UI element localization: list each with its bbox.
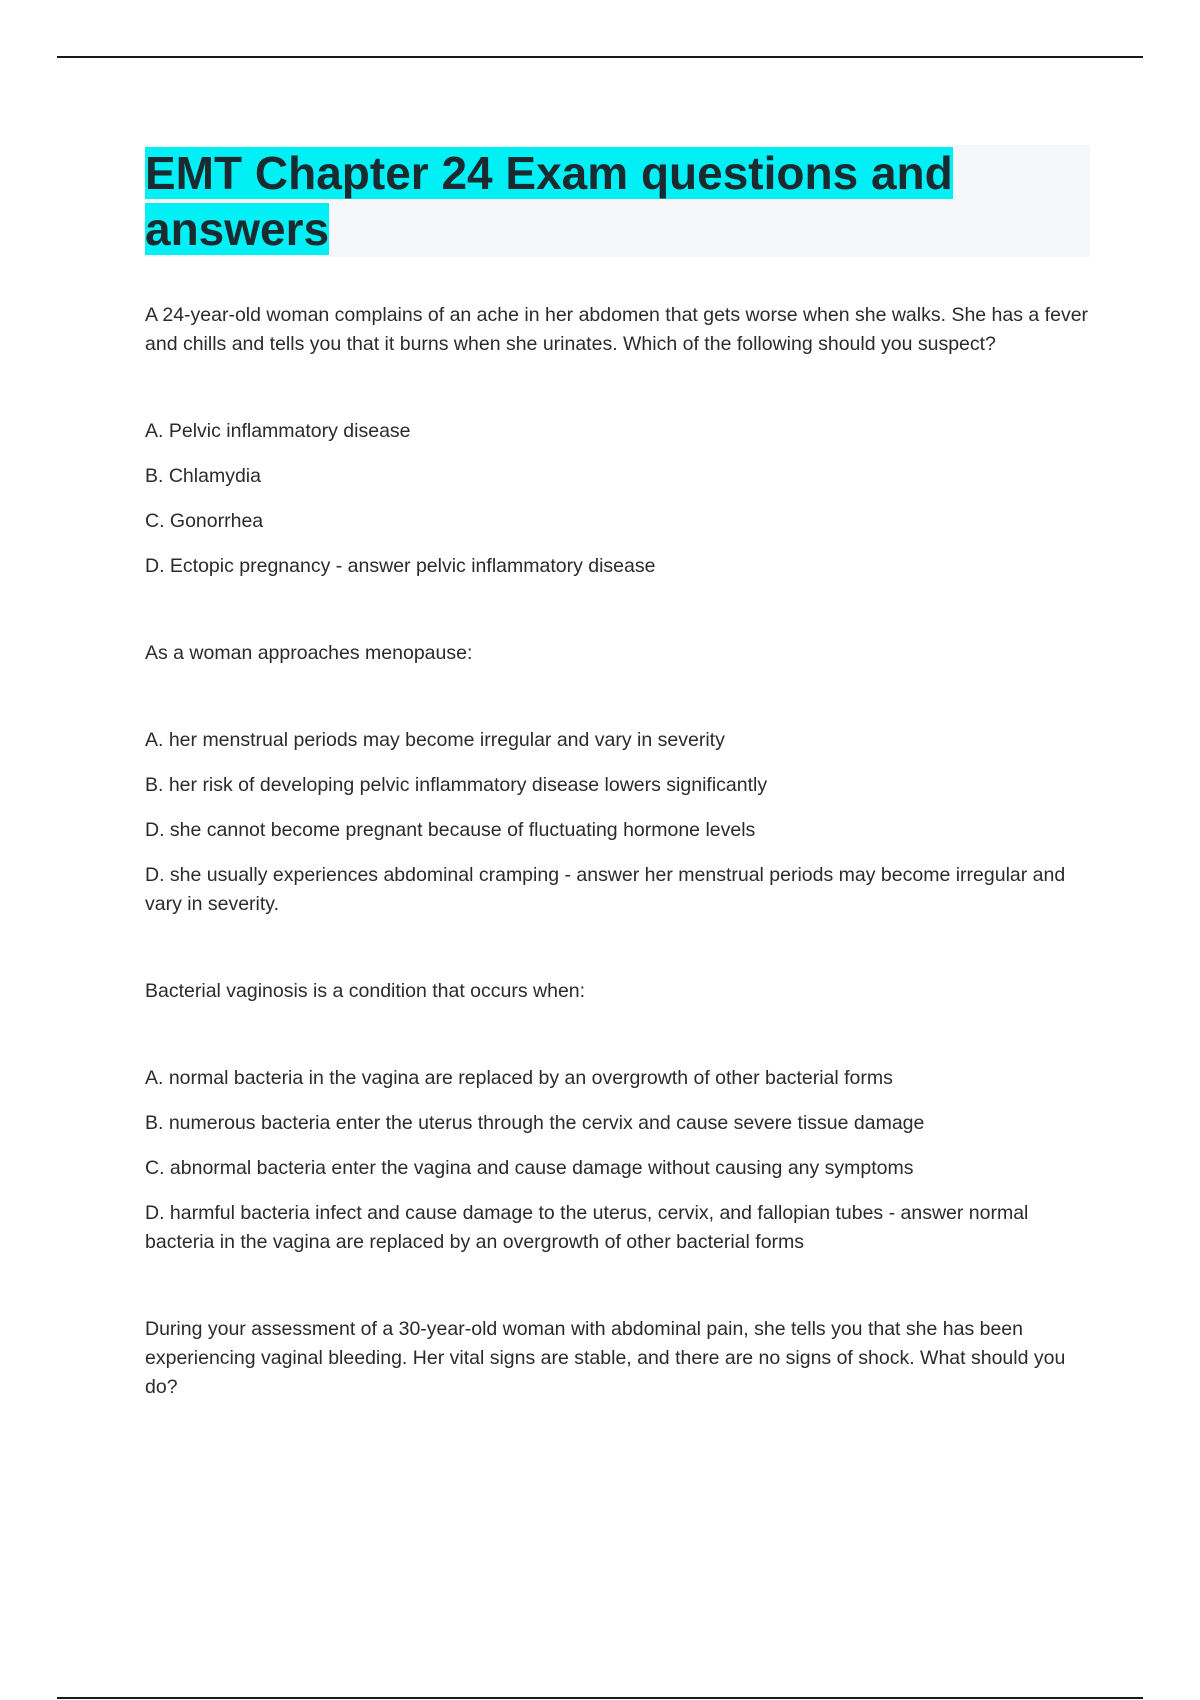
question-block: [145, 1315, 1090, 1402]
question-block: [145, 977, 1090, 1257]
question-text: As a woman approaches menopause:: [145, 642, 473, 664]
option-a: A. her menstrual periods may become irregular and vary in severity: [145, 729, 725, 751]
option-c: C. abnormal bacteria enter the vagina and cause damage without causing any symptoms: [145, 1157, 914, 1179]
title-highlight: EMT Chapter 24 Exam questions and answers: [145, 147, 953, 255]
option-d-with-answer: D. harmful bacteria infect and cause damage to the uterus, cervix, and fallopian tubes - answer normal bacteria in the vagina are replaced by an overgrowth of other bacterial forms: [145, 1202, 1029, 1253]
option-c: C. Gonorrhea: [145, 510, 264, 532]
document-body: [145, 145, 1090, 1460]
bottom-rule: [57, 1697, 1143, 1699]
option-b: B. numerous bacteria enter the uterus through the cervix and cause severe tissue damage: [145, 1112, 925, 1134]
answer-options: [145, 417, 1090, 581]
document-title: [145, 147, 953, 255]
option-a: A. Pelvic inflammatory disease: [145, 420, 411, 442]
answer-options: [145, 1064, 1090, 1257]
option-d-with-answer: D. she usually experiences abdominal cramping - answer her menstrual periods may become irregular and vary in severity.: [145, 864, 1066, 915]
option-b: B. Chlamydia: [145, 465, 261, 487]
option-c: D. she cannot become pregnant because of fluctuating hormone levels: [145, 819, 756, 841]
option-d-with-answer: D. Ectopic pregnancy - answer pelvic inflammatory disease: [145, 555, 656, 577]
title-block: [145, 145, 1090, 257]
question-text: A 24-year-old woman complains of an ache in her abdomen that gets worse when she walks. She has a fever and chills and tells you that it burns when she urinates. Which of the following should you suspect?: [145, 304, 1089, 355]
option-a: A. normal bacteria in the vagina are replaced by an overgrowth of other bacterial forms: [145, 1067, 893, 1089]
question-block: [145, 639, 1090, 919]
answer-options: [145, 726, 1090, 919]
question-text: Bacterial vaginosis is a condition that occurs when:: [145, 980, 586, 1002]
top-rule: [57, 56, 1143, 58]
question-text: During your assessment of a 30-year-old woman with abdominal pain, she tells you that she has been experiencing vaginal bleeding. Her vital signs are stable, and there are no signs of shock. What should you do?: [145, 1318, 1066, 1398]
question-block: [145, 301, 1090, 581]
option-b: B. her risk of developing pelvic inflammatory disease lowers significantly: [145, 774, 768, 796]
